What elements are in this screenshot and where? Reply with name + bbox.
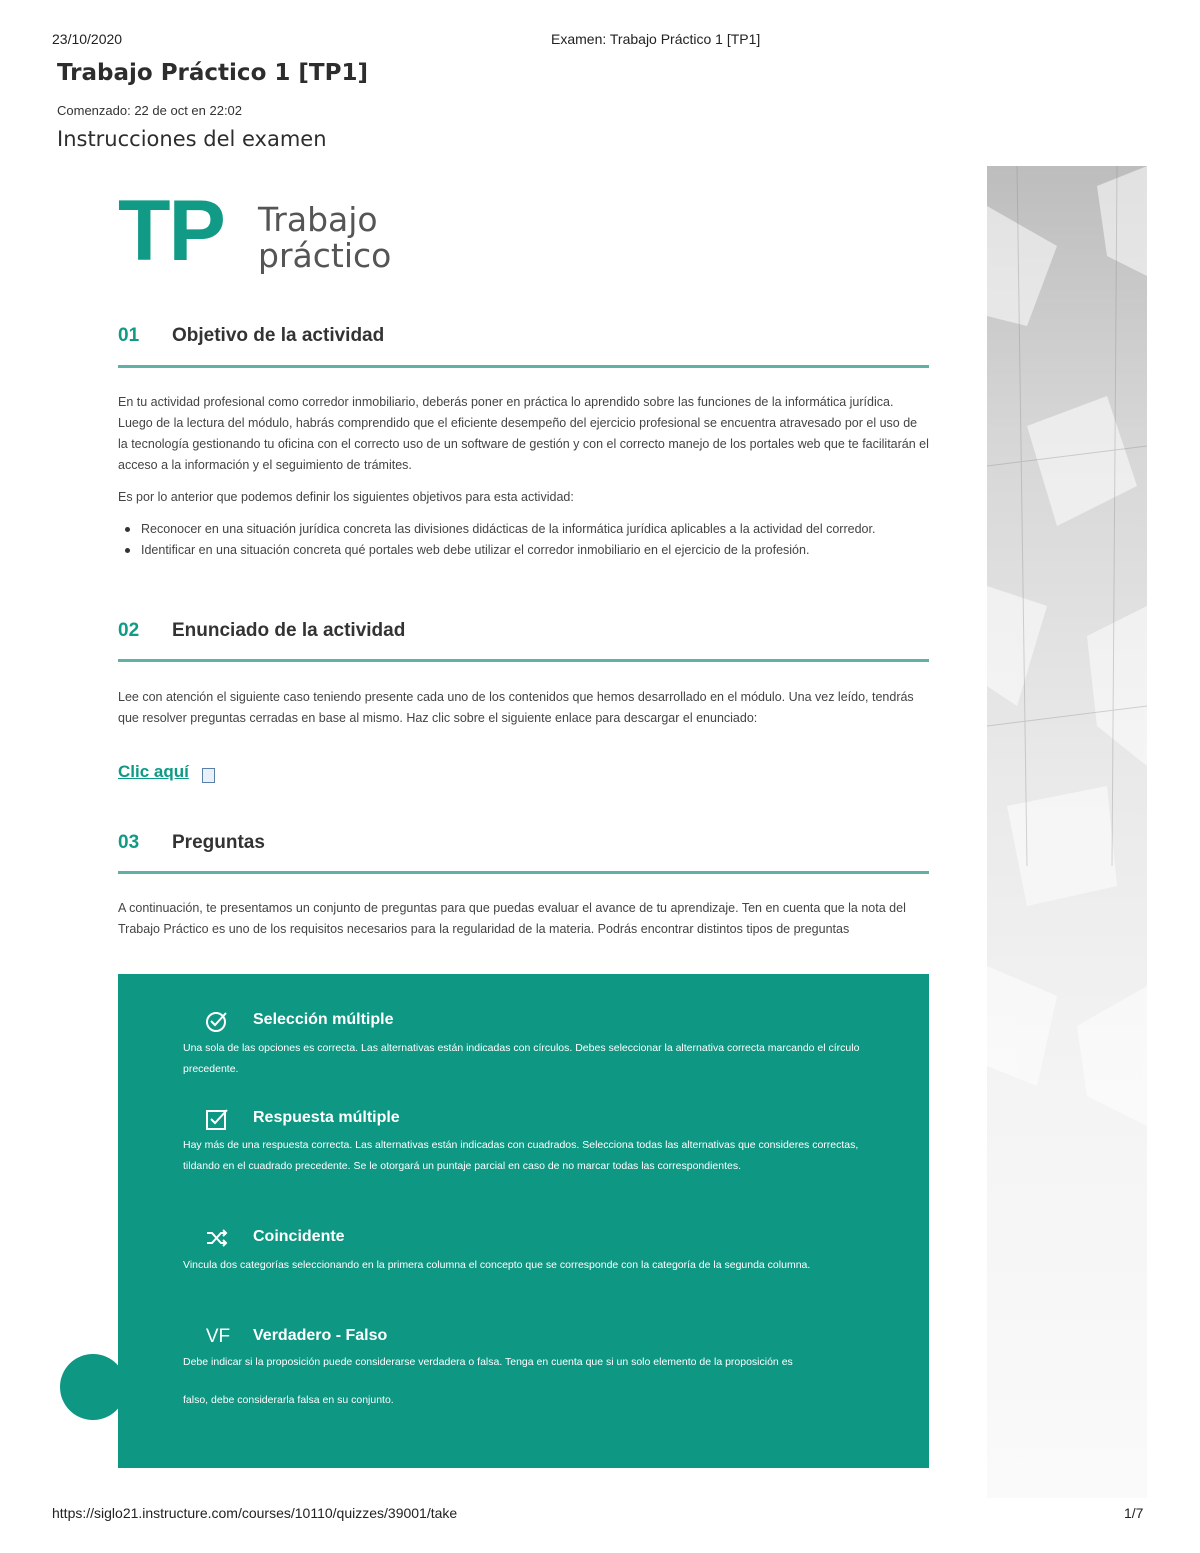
tp-logo-word-line2: práctico (258, 236, 392, 275)
section-paragraph: Lee con atención el siguiente caso teniendo presente cada uno de los contenidos que hemos desarrollado en el módulo. Una vez leído, tendrás que resolver preguntas cerradas en base al mismo. Haz clic sobre el siguiente enlace para descargar el enunciado: (118, 690, 914, 725)
question-type-description: Vincula dos categorías seleccionando en la primera columna el concepto que se corresponde con la categoría de la segunda columna. (183, 1259, 811, 1271)
question-type-title: Respuesta múltiple (253, 1109, 400, 1126)
document-icon[interactable] (202, 768, 215, 783)
section-divider (118, 871, 929, 874)
check-circle-icon (205, 1009, 229, 1039)
print-title: Examen: Trabajo Práctico 1 [TP1] (551, 31, 761, 47)
section-title: Preguntas (172, 832, 265, 853)
section-title: Enunciado de la actividad (172, 620, 406, 641)
tp-logo-word (258, 202, 391, 274)
section-paragraph: A continuación, te presentamos un conjunto de preguntas para que puedas evaluar el avance de tu aprendizaje. Ten en cuenta que la nota del Trabajo Práctico es uno de los requisitos necesarios para la regularidad de la materia. Podrás encontrar distintos tipos de preguntas (118, 901, 906, 936)
section-divider (118, 365, 929, 368)
question-type-description-continued: falso, debe considerarla falsa en su conjunto. (183, 1394, 394, 1406)
section-number: 01 (118, 325, 140, 346)
instructions-heading: Instrucciones del examen (57, 127, 327, 151)
section-paragraph: Es por lo anterior que podemos definir los siguientes objetivos para esta actividad: (118, 490, 574, 504)
question-type-title: Coincidente (253, 1228, 345, 1245)
question-type-title: Selección múltiple (253, 1011, 394, 1028)
section-divider (118, 659, 929, 662)
section-number: 02 (118, 620, 140, 641)
check-square-icon (205, 1107, 229, 1137)
section-paragraph: En tu actividad profesional como corredor inmobiliario, deberás poner en práctica lo aprendido sobre las funciones de la informática jurídica. Luego de la lectura del módulo, habrás comprendido que el eficiente desempeño del ejercicio profesional se encuentra atravesado por el uso de la tecnología gestionando tu oficina con el correcto uso de un software de gestión y con el correcto manejo de los portales web que te facilitarán el acceso a la información y el seguimiento de trámites. (118, 395, 929, 472)
page-number: 1/7 (1124, 1505, 1144, 1521)
started-timestamp: Comenzado: 22 de oct en 22:02 (57, 103, 243, 118)
objectives-list (122, 519, 922, 561)
list-item: Reconocer en una situación jurídica concreta las divisiones didácticas de la informática jurídica aplicables a la actividad del corredor. (122, 519, 922, 540)
question-type-description: Hay más de una respuesta correcta. Las alternativas están indicadas con cuadrados. Selecciona todas las alternativas que consideres correctas, tildando en el cuadrado precedente. Se le otorgará un puntaje parcial en caso de no marcar todas las correspondientes. (183, 1139, 859, 1172)
shuffle-icon (205, 1226, 229, 1256)
decorative-circle (60, 1354, 126, 1420)
tp-logo-word-line1: Trabajo (258, 200, 378, 239)
list-item: Identificar en una situación concreta qué portales web debe utilizar el corredor inmobiliario en el ejercicio de la profesión. (122, 540, 922, 561)
question-type-title: Verdadero - Falso (253, 1327, 388, 1344)
question-type-description: Una sola de las opciones es correcta. Las alternativas están indicadas con círculos. Debes seleccionar la alternativa correcta marcando el círculo precedente. (183, 1042, 860, 1075)
question-type-description: Debe indicar si la proposición puede considerarse verdadera o falsa. Tenga en cuenta que si un solo elemento de la proposición es (183, 1356, 793, 1368)
section-number: 03 (118, 832, 140, 853)
decorative-architecture-image (987, 166, 1147, 1498)
download-statement-link[interactable]: Clic aquí (118, 762, 189, 781)
page-url: https://siglo21.instructure.com/courses/10110/quizzes/39001/take (52, 1505, 458, 1521)
section-title: Objetivo de la actividad (172, 325, 385, 346)
tp-logo: TP (118, 183, 224, 279)
vf-icon: VF (205, 1326, 231, 1347)
page-title: Trabajo Práctico 1 [TP1] (57, 60, 368, 86)
print-date: 23/10/2020 (52, 31, 123, 47)
